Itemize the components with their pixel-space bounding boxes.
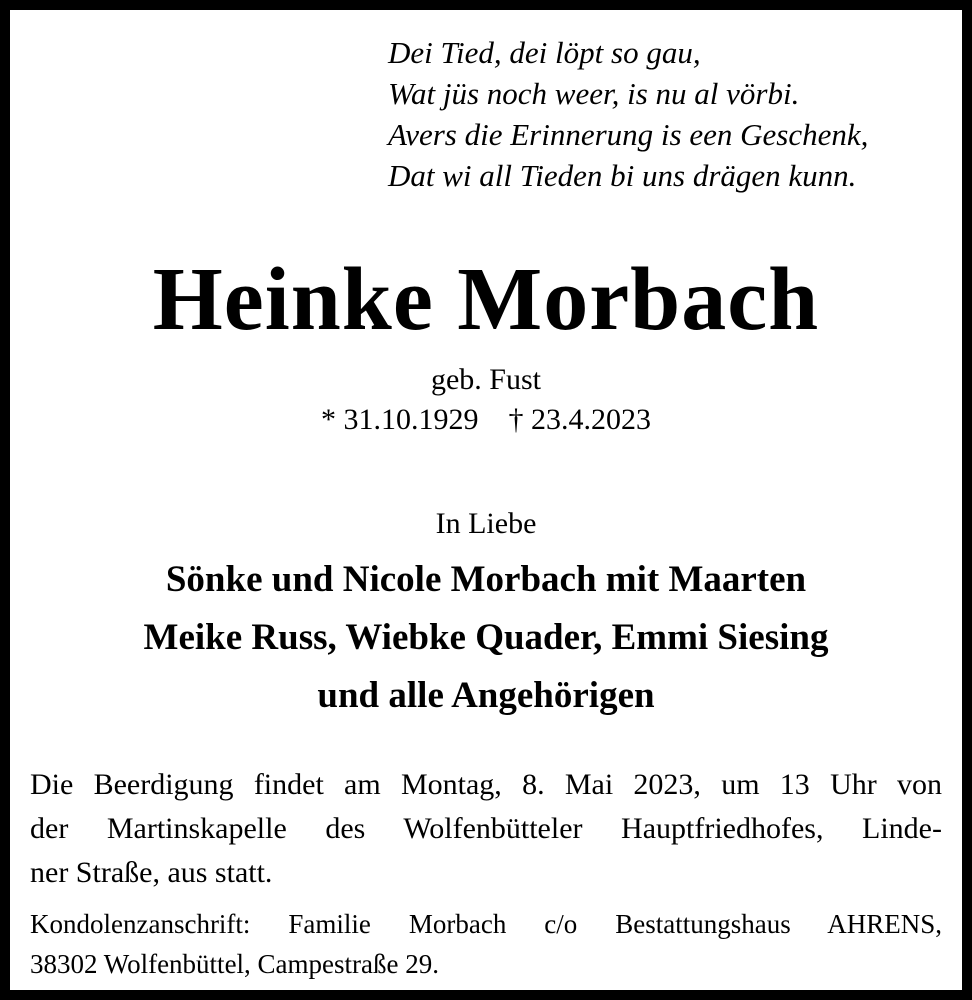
condolence-address: [30, 904, 942, 984]
funeral-info: [30, 763, 942, 895]
condolence-line: 38302 Wolfenbüttel, Campestraße 29.: [30, 949, 439, 979]
life-dates: [10, 402, 962, 438]
funeral-line: Die Beerdigung findet am Montag, 8. Mai 2023, um 13 Uhr von: [30, 768, 942, 801]
birth-date: * 31.10.1929: [321, 403, 479, 436]
mourner-line: Meike Russ, Wiebke Quader, Emmi Siesing: [143, 617, 829, 658]
funeral-line: ner Straße, aus statt.: [30, 856, 273, 889]
mourners-intro: In Liebe: [435, 507, 537, 540]
mourner-line: und alle Angehörigen: [317, 675, 655, 716]
mourner-line: Sönke und Nicole Morbach mit Maarten: [165, 559, 807, 600]
funeral-line: der Martinskapelle des Wolfenbütteler Hauptfriedhofes, Linde-: [30, 812, 942, 845]
poem-line: Wat jüs noch weer, is nu al vörbi.: [388, 76, 800, 111]
poem-line: Dei Tied, dei löpt so gau,: [388, 35, 701, 70]
deceased-name: Heinke Morbach: [152, 250, 820, 349]
mourners-list: [10, 551, 962, 725]
condolence-line: Kondolenzanschrift: Familie Morbach c/o Bestattungshaus AHRENS,: [30, 909, 942, 939]
poem: [388, 32, 868, 196]
birth-name: geb. Fust: [430, 363, 541, 396]
poem-line: Dat wi all Tieden bi uns drägen kunn.: [388, 158, 857, 193]
death-date: † 23.4.2023: [508, 403, 651, 436]
poem-line: Avers die Erinnerung is een Geschenk,: [388, 117, 869, 152]
